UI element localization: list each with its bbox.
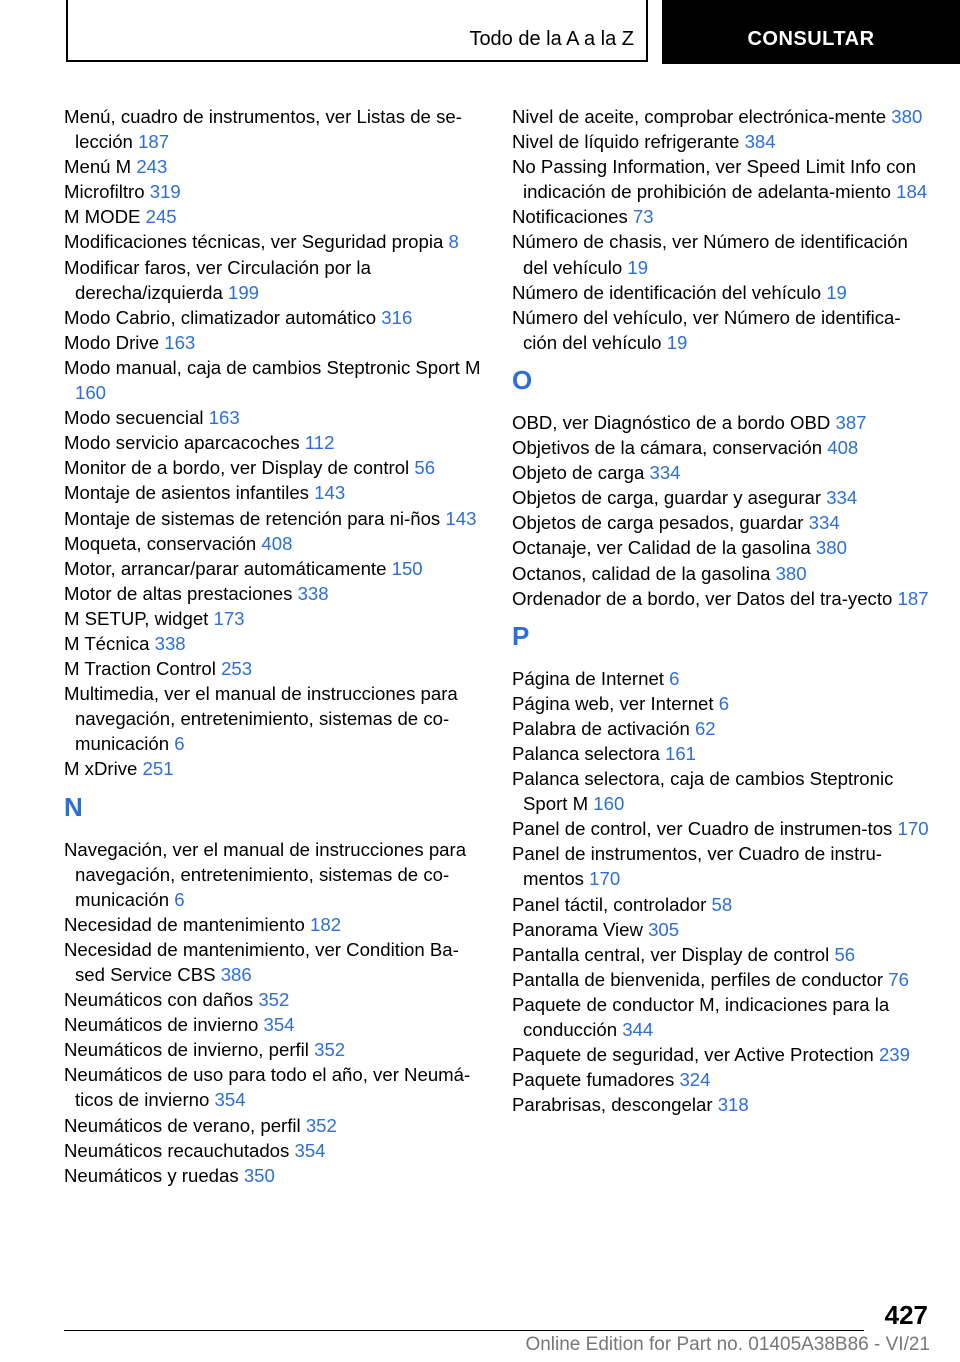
index-entry	[512, 992, 932, 1042]
page-reference-link[interactable]: 6	[669, 667, 680, 689]
page-reference-link[interactable]: 350	[243, 1164, 275, 1186]
entry-text: Palabra de activación	[512, 717, 690, 739]
index-entry	[512, 942, 932, 967]
page-reference-link[interactable]: 354	[294, 1139, 326, 1161]
page-reference-link[interactable]: 160	[593, 793, 625, 815]
entry-text: M Traction Control	[64, 658, 216, 680]
page-reference-link[interactable]: 56	[834, 943, 856, 965]
page-reference-link[interactable]: 73	[632, 206, 654, 228]
index-entry	[512, 1092, 932, 1117]
index-entry	[512, 841, 932, 891]
entry-text: Neumáticos de uso para todo el año, ver Neumá‐ticos de invierno	[64, 1064, 471, 1111]
page-reference-link[interactable]: 187	[138, 131, 170, 153]
index-entry	[64, 1138, 484, 1163]
index-entry	[64, 581, 484, 606]
entry-text: Modo Drive	[64, 331, 160, 353]
entry-text: Número de chasis, ver Número de identificación del vehículo	[512, 231, 908, 278]
index-entry	[64, 330, 484, 355]
page-reference-link[interactable]: 239	[878, 1044, 910, 1066]
entry-text: Montaje de asientos infantiles	[64, 482, 309, 504]
page-reference-link[interactable]: 6	[718, 692, 730, 714]
entry-text: Modo Cabrio, climatizador automático	[64, 306, 377, 328]
index-entry	[512, 229, 932, 279]
index-entry	[64, 756, 484, 781]
page-reference-link[interactable]: 19	[666, 331, 688, 353]
entry-text: Pantalla de bienvenida, perfiles de conductor	[512, 968, 884, 990]
page-reference-link[interactable]: 319	[149, 181, 181, 203]
entry-text: Objetos de carga, guardar y asegurar	[512, 487, 822, 509]
page-reference-link[interactable]: 163	[164, 331, 196, 353]
entry-text: Neumáticos de invierno, perfil	[64, 1039, 309, 1061]
page-reference-link[interactable]: 163	[208, 407, 240, 429]
page-reference-link[interactable]: 243	[136, 156, 168, 178]
index-entry	[64, 480, 484, 505]
index-entry	[64, 937, 484, 987]
index-entry	[512, 460, 932, 485]
entry-text: Octanos, calidad de la gasolina	[512, 562, 771, 584]
entry-text: Neumáticos y ruedas	[64, 1164, 239, 1186]
entry-text: Monitor de a bordo, ver Display de control	[64, 457, 410, 479]
entry-text: Moqueta, conservación	[64, 532, 257, 554]
index-entry	[512, 204, 932, 229]
index-entry	[64, 355, 484, 405]
page-reference-link[interactable]: 352	[314, 1039, 346, 1061]
chapter-title: CONSULTAR	[747, 28, 875, 50]
entry-text: Multimedia, ver el manual de instrucciones para navegación, entretenimiento, sistemas de co‐municación	[64, 683, 458, 755]
entry-text: Neumáticos de verano, perfil	[64, 1114, 301, 1136]
index-entry	[64, 631, 484, 656]
footer-edition: Online Edition for Part no. 01405A38B86 - VI/21	[525, 1334, 930, 1355]
entry-text: Nivel de aceite, comprobar electrónica‐mente	[512, 106, 887, 127]
entry-text: Panel de control, ver Cuadro de instrumen‐tos	[512, 818, 893, 840]
index-entry	[64, 430, 484, 455]
entry-text: Menú, cuadro de instrumentos, ver Listas de se‐lección	[64, 106, 462, 153]
index-entry	[64, 912, 484, 937]
page-reference-link[interactable]: 143	[314, 482, 346, 504]
entry-text: Microfiltro	[64, 181, 145, 203]
entry-text: Panel táctil, controlador	[512, 893, 707, 915]
page-reference-link[interactable]: 150	[391, 557, 423, 579]
entry-text: Neumáticos de invierno	[64, 1014, 259, 1036]
index-entry	[512, 967, 932, 992]
index-entry	[512, 766, 932, 816]
page-reference-link[interactable]: 76	[888, 968, 909, 990]
letter-heading: N	[64, 791, 83, 822]
index-column-right	[512, 104, 932, 1117]
entry-text: Modo secuencial	[64, 407, 204, 429]
page-reference-link[interactable]: 58	[711, 893, 733, 915]
page-reference-link[interactable]: 199	[228, 281, 260, 303]
entry-text: Paquete de seguridad, ver Active Protection	[512, 1044, 874, 1066]
entry-text: Página de Internet	[512, 667, 664, 689]
entry-text: M Técnica	[64, 632, 150, 654]
page-reference-link[interactable]: 187	[897, 587, 929, 609]
page-reference-link[interactable]: 338	[154, 632, 186, 654]
entry-text: Panel de instrumentos, ver Cuadro de instru‐mentos	[512, 843, 882, 890]
entry-text: Número de identificación del vehículo	[512, 281, 822, 303]
index-entry	[512, 741, 932, 766]
page-header	[66, 0, 960, 64]
letter-heading: O	[512, 364, 533, 395]
page-reference-link[interactable]: 253	[221, 658, 253, 680]
index-entry	[512, 892, 932, 917]
page-reference-link[interactable]: 56	[414, 457, 436, 479]
page-reference-link[interactable]: 318	[717, 1094, 749, 1116]
index-entry	[512, 1042, 932, 1067]
index-entry	[64, 1062, 484, 1112]
index-entry	[64, 1113, 484, 1138]
section-title: Todo de la A a la Z	[469, 28, 634, 50]
page-reference-link[interactable]: 354	[263, 1014, 295, 1036]
page-reference-link[interactable]: 112	[304, 432, 335, 454]
index-entry	[64, 179, 484, 204]
index-entry	[64, 606, 484, 631]
entry-text: Número del vehículo, ver Número de identifica‐ción del vehículo	[512, 306, 901, 353]
index-entry	[512, 816, 932, 841]
index-entry	[512, 586, 932, 611]
entry-text: Menú M	[64, 156, 132, 178]
index-entry	[512, 716, 932, 741]
page-reference-link[interactable]: 160	[75, 382, 107, 404]
page-reference-link[interactable]: 143	[445, 507, 477, 529]
footer-divider	[64, 1330, 864, 1331]
page-reference-link[interactable]: 305	[648, 918, 680, 940]
index-entry	[512, 485, 932, 510]
page-reference-link[interactable]: 354	[214, 1089, 246, 1111]
page-reference-link[interactable]: 387	[835, 411, 867, 433]
entry-text: Paquete fumadores	[512, 1069, 675, 1091]
index-entry	[512, 691, 932, 716]
index-entry	[64, 837, 484, 912]
index-entry	[512, 917, 932, 942]
entry-text: Objeto de carga	[512, 462, 645, 484]
entry-text: Modo servicio aparcacoches	[64, 432, 300, 454]
entry-text: Nivel de líquido refrigerante	[512, 131, 740, 153]
index-entry	[512, 129, 932, 154]
index-entry	[64, 531, 484, 556]
entry-text: Notificaciones	[512, 206, 628, 228]
entry-text: Palanca selectora, caja de cambios Steptronic Sport M	[512, 768, 894, 815]
index-entry	[64, 255, 484, 305]
index-entry	[512, 154, 932, 204]
entry-text: M xDrive	[64, 758, 138, 780]
page-reference-link[interactable]: 338	[297, 582, 329, 604]
index-entry	[64, 229, 484, 254]
entry-text: Modificar faros, ver Circulación por la derecha/izquierda	[64, 256, 371, 303]
entry-text: Página web, ver Internet	[512, 692, 714, 714]
chapter-tab[interactable]	[662, 0, 960, 64]
page-reference-link[interactable]: 316	[381, 306, 413, 328]
entry-text: Paquete de conductor M, indicaciones para la conducción	[512, 993, 890, 1040]
page-reference-link[interactable]: 170	[897, 818, 929, 840]
entry-text: Octanaje, ver Calidad de la gasolina	[512, 537, 811, 559]
page-reference-link[interactable]: 245	[145, 206, 177, 228]
index-entry	[64, 656, 484, 681]
entry-text: Palanca selectora	[512, 742, 660, 764]
index-entry	[64, 154, 484, 179]
entry-text: OBD, ver Diagnóstico de a bordo OBD	[512, 411, 831, 433]
section-tab[interactable]	[66, 0, 648, 62]
entry-text: Objetos de carga pesados, guardar	[512, 512, 804, 534]
page-reference-link[interactable]: 6	[174, 888, 185, 910]
page-reference-link[interactable]: 173	[213, 607, 245, 629]
page-reference-link[interactable]: 6	[174, 733, 185, 755]
index-entry	[512, 561, 932, 586]
page-reference-link[interactable]: 334	[649, 462, 681, 484]
page-reference-link[interactable]: 334	[826, 487, 858, 509]
index-entry	[512, 1067, 932, 1092]
letter-heading: P	[512, 620, 530, 651]
index-entry	[64, 987, 484, 1012]
page-reference-link[interactable]: 380	[891, 106, 923, 127]
index-entry	[512, 104, 932, 129]
page-reference-link[interactable]: 344	[622, 1019, 654, 1040]
index-entry	[64, 681, 484, 756]
entry-text: M MODE	[64, 206, 141, 228]
page-reference-link[interactable]: 384	[744, 131, 776, 153]
entry-text: Modificaciones técnicas, ver Seguridad propia	[64, 231, 444, 253]
entry-text: M SETUP, widget	[64, 607, 209, 629]
page-reference-link[interactable]: 408	[261, 532, 293, 554]
page-reference-link[interactable]: 19	[826, 281, 847, 303]
index-entry	[512, 435, 932, 460]
entry-text: Montaje de sistemas de retención para ni‐ños	[64, 507, 441, 529]
index-entry	[64, 455, 484, 480]
entry-text: Ordenador de a bordo, ver Datos del tra‐yecto	[512, 587, 893, 609]
index-entry	[64, 1163, 484, 1188]
entry-text: Necesidad de mantenimiento, ver Condition Ba‐sed Service CBS	[64, 938, 459, 985]
index-entry	[512, 666, 932, 691]
entry-text: Panorama View	[512, 918, 643, 940]
index-column-left	[64, 104, 484, 1188]
page-reference-link[interactable]: 62	[694, 717, 716, 739]
index-entry	[64, 556, 484, 581]
entry-text: Pantalla central, ver Display de control	[512, 943, 830, 965]
page-number: 427	[884, 1300, 928, 1330]
page-reference-link[interactable]: 324	[679, 1069, 711, 1091]
page-reference-link[interactable]: 380	[775, 562, 807, 584]
index-entry	[512, 410, 932, 435]
entry-text: Necesidad de mantenimiento	[64, 913, 305, 935]
index-entry	[512, 535, 932, 560]
entry-text: Motor de altas prestaciones	[64, 582, 293, 604]
page-reference-link[interactable]: 182	[310, 913, 342, 935]
entry-text: Neumáticos recauchutados	[64, 1139, 290, 1161]
index-entry	[64, 305, 484, 330]
page-reference-link[interactable]: 352	[305, 1114, 337, 1136]
page-reference-link[interactable]: 8	[448, 231, 459, 253]
entry-text: Motor, arrancar/parar automáticamente	[64, 557, 387, 579]
index-entry	[64, 1012, 484, 1037]
index-entry	[512, 510, 932, 535]
entry-text: No Passing Information, ver Speed Limit Info con indicación de prohibición de adelanta‐miento	[512, 156, 917, 203]
page-reference-link[interactable]: 334	[808, 512, 840, 534]
index-entry	[64, 204, 484, 229]
index-entry	[512, 280, 932, 305]
index-entry	[64, 104, 484, 154]
page-reference-link[interactable]: 161	[664, 742, 697, 764]
page-reference-link[interactable]: 386	[220, 964, 252, 985]
page-reference-link[interactable]: 251	[142, 758, 174, 780]
entry-text: Modo manual, caja de cambios Steptronic Sport M	[64, 356, 481, 378]
index-entry	[512, 305, 932, 355]
entry-text: Objetivos de la cámara, conservación	[512, 437, 823, 459]
entry-text: Neumáticos con daños	[64, 989, 254, 1011]
page-reference-link[interactable]: 170	[589, 868, 621, 890]
page-reference-link[interactable]: 184	[896, 181, 928, 203]
index-entry	[64, 405, 484, 430]
entry-text: Navegación, ver el manual de instrucciones para navegación, entretenimiento, sistemas de co‐municación	[64, 838, 467, 910]
index-entry	[64, 506, 484, 531]
page-reference-link[interactable]: 380	[815, 537, 847, 559]
page-reference-link[interactable]: 19	[627, 256, 649, 278]
index-entry	[64, 1037, 484, 1062]
page-reference-link[interactable]: 352	[258, 989, 290, 1011]
page-reference-link[interactable]: 408	[827, 437, 859, 459]
entry-text: Parabrisas, descongelar	[512, 1094, 713, 1116]
